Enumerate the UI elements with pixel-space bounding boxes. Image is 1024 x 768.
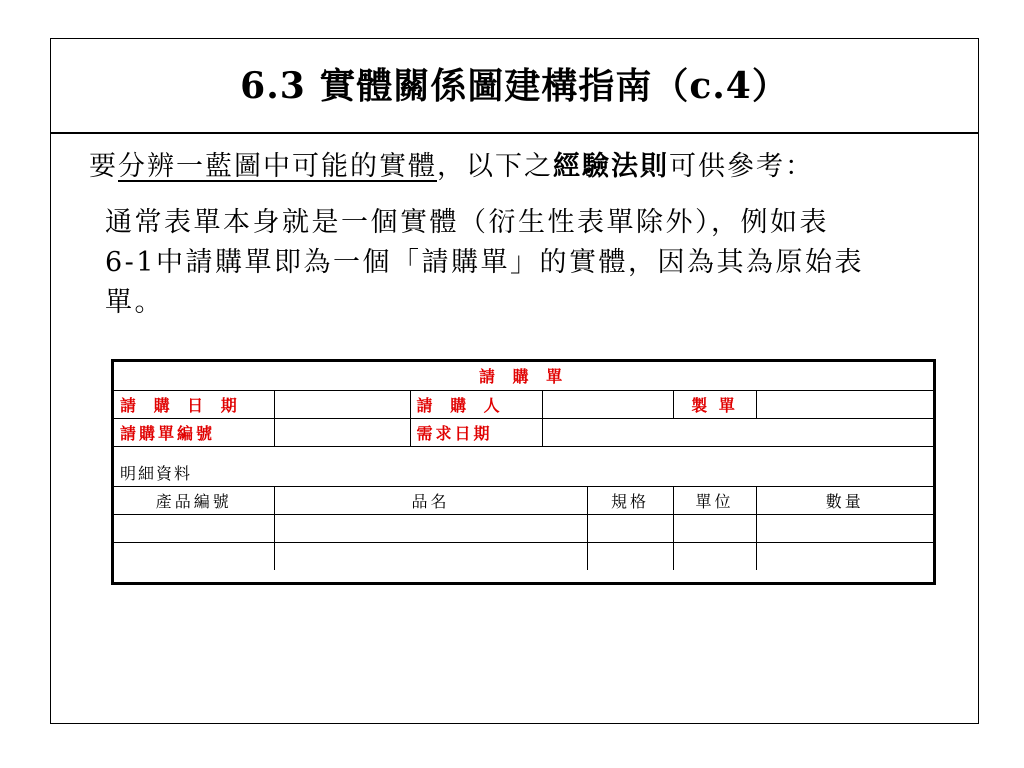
cell-quantity[interactable] (756, 542, 933, 570)
body-paragraph (105, 203, 977, 323)
request-number-value[interactable] (274, 418, 410, 446)
col-quantity: 數量 (756, 486, 933, 514)
slide-title: 6.3 實體關係圖建構指南（c.4） (240, 65, 789, 107)
cell-product-number[interactable] (114, 542, 274, 570)
requester-label: 請 購 人 (410, 390, 542, 418)
table-row (114, 514, 933, 542)
cell-spec[interactable] (587, 542, 673, 570)
table-row (114, 542, 933, 570)
body-line: 通常表單本身就是一個實體（衍生性表單除外），例如表 (105, 207, 829, 238)
need-date-label: 需求日期 (410, 418, 542, 446)
intro-underlined: 分辨一藍圖中可能的實體 (118, 151, 437, 182)
purchase-request-form (111, 359, 936, 585)
request-date-label: 請 購 日 期 (114, 390, 274, 418)
form-title-row (114, 362, 933, 390)
body-line: 6-1中請購單即為一個「請購單」的實體，因為其為原始表 (105, 247, 864, 278)
form-row-number (114, 418, 933, 446)
intro-suffix: 可供參考： (669, 151, 814, 182)
col-product-name: 品名 (274, 486, 587, 514)
request-date-value[interactable] (274, 390, 410, 418)
requester-value[interactable] (542, 390, 673, 418)
col-product-number: 產品編號 (114, 486, 274, 514)
need-date-value[interactable] (542, 418, 933, 446)
maker-label: 製 單 (673, 390, 756, 418)
cell-quantity[interactable] (756, 514, 933, 542)
detail-label: 明細資料 (114, 446, 933, 486)
detail-header-row (114, 486, 933, 514)
cell-unit[interactable] (673, 542, 756, 570)
form-row-date (114, 390, 933, 418)
intro-prefix: 要 (89, 151, 118, 182)
request-number-label: 請購單編號 (114, 418, 274, 446)
maker-value[interactable] (756, 390, 933, 418)
intro-line (89, 147, 814, 187)
form-row-detail (114, 446, 933, 486)
title-bar (51, 39, 978, 134)
intro-bold: 經驗法則 (553, 151, 669, 182)
col-unit: 單位 (673, 486, 756, 514)
cell-unit[interactable] (673, 514, 756, 542)
cell-spec[interactable] (587, 514, 673, 542)
slide (50, 38, 979, 724)
cell-product-number[interactable] (114, 514, 274, 542)
body-line: 單。 (105, 287, 164, 318)
intro-middle: ，以下之 (437, 151, 553, 182)
form-title: 請 購 單 (114, 362, 933, 390)
cell-product-name[interactable] (274, 514, 587, 542)
form-table (114, 362, 933, 570)
cell-product-name[interactable] (274, 542, 587, 570)
col-spec: 規格 (587, 486, 673, 514)
